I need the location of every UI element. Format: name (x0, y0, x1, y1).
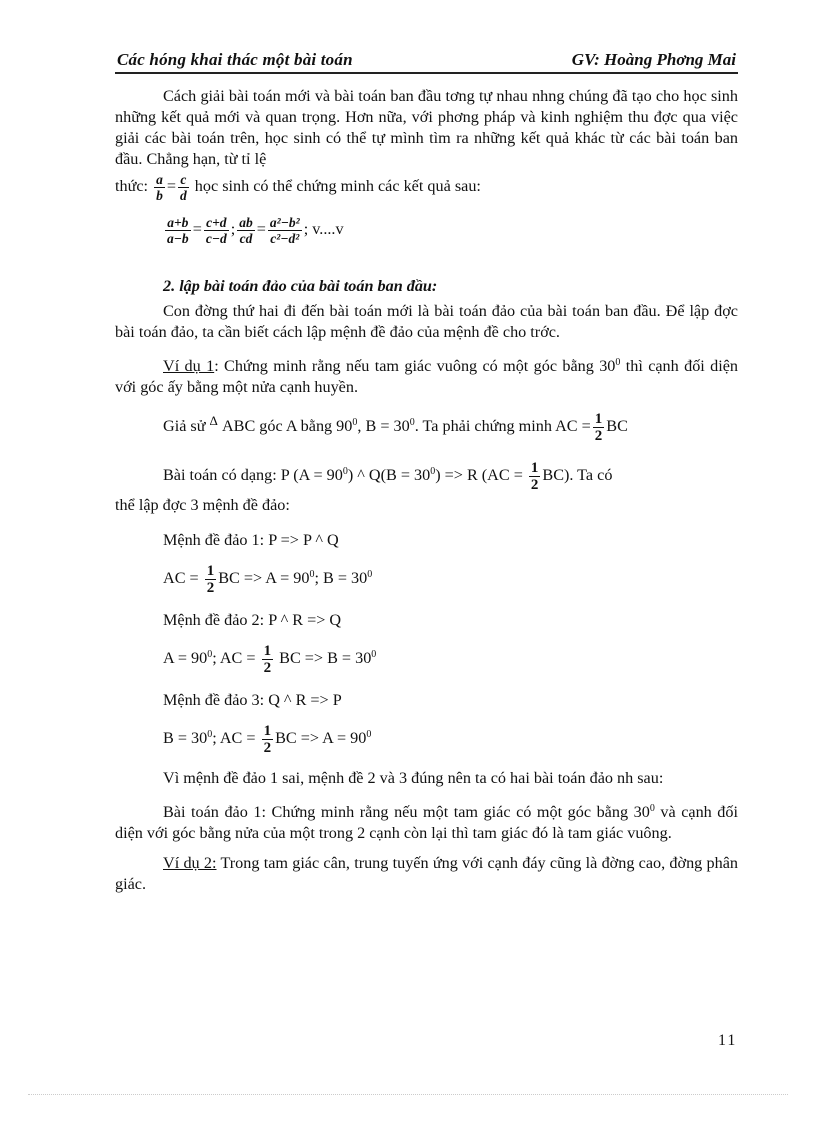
problem-form: Bài toán có dạng: P $(A = 90^0)$ ^ $Q(B = 30^0) => R$ (AC = $\frac{1}{2}$ BC). Ta có (163, 459, 613, 493)
converse-2-statement: $A = 90^0$; AC = $\frac{1}{2}$ BC => $B = 30^0$ (163, 642, 377, 676)
converse-1-title: Mệnh đề đảo 1: P => P ^ Q (163, 530, 339, 549)
inverse-problem-1: Bài toán đảo 1: Chứng minh rằng nếu một tam giác có một góc bằng $30^0$ và cạnh đối diện với góc bằng nửa của một trong 2 cạnh còn lại thì tam giác đó là tam giác vuông. (115, 802, 738, 842)
page-number: 11 (718, 1032, 738, 1049)
converse-3-title: Mệnh đề đảo 3: Q ^ R => P (163, 690, 342, 709)
paragraph-conclusion: Vì mệnh đề đảo 1 sai, mệnh đề 2 và 3 đúng nên ta có hai bài toán đảo nh sau: (163, 768, 664, 787)
fraction-3: $\frac{ab}{cd}$ (239, 215, 253, 246)
fraction-half: $\frac{1}{2}$ (263, 642, 272, 676)
paragraph-proportion (115, 172, 738, 203)
example-1: Ví dụ 1: Chứng minh rằng nếu tam giác vuông có một góc bằng $30^0$ thì cạnh đối diện với góc ấy bằng một nửa cạnh huyền. (115, 357, 739, 396)
section-2-title: 2. lập bài toán đảo của bài toán ban đầu: (163, 277, 438, 295)
header-title: Các hóng khai thác một bài toán (117, 50, 353, 69)
fraction-c-over-d: $\frac{c}{d}$ (179, 172, 187, 203)
fraction-1: $\frac{a+b}{a-b}$ (167, 215, 189, 246)
footer-divider (28, 1094, 788, 1095)
fraction-4: $\frac{\text{a²−b²}}{\text{c²−d²}}$ (269, 215, 300, 246)
text-trail: học sinh có thể chứng minh các kết quả sau: (194, 177, 481, 196)
header-author: GV: Hoàng Phơng Mai (571, 50, 736, 69)
triangle-symbol: Δ (209, 413, 218, 428)
example-2-label: Ví dụ 2: (163, 853, 217, 872)
problem-form-line2: thể lập đợc 3 mệnh đề đảo: (115, 495, 290, 514)
fraction-a-over-b: $\frac{a}{b}$ (156, 172, 163, 203)
example-2: Ví dụ 2: Trong tam giác cân, trung tuyến ứng với cạnh đáy cũng là đờng cao, đờng phân giác. (115, 853, 738, 893)
converse-2-title: Mệnh đề đảo 2: P ^ R => Q (163, 610, 342, 629)
paragraph-intro: Cách giải bài toán mới và bài toán ban đầu tơng tự nhau nhng chúng đã tạo cho học sinh những kết quả mới và quan trọng. Hơn nữa, với phơng pháp và kinh nghiệm thu đợc qua việc giải các bài toán trên, học sinh có thể tự mình tìm ra những kết quả khác từ các bài toán ban đầu. Chẳng hạn, từ tỉ lệ (115, 87, 738, 168)
equals-sign: = (166, 177, 176, 196)
paragraph-converse: Con đờng thứ hai đi đến bài toán mới là bài toán đảo của bài toán ban đầu. Để lập đợc bài toán đảo, ta cần biết cách lập mệnh đề đảo của mệnh đề cho trớc. (115, 302, 738, 341)
assumption: Giả sử $^\Delta$ ABC góc A bằng $90^0$, $B = 30^0$. Ta phải chứng minh AC = $\frac{1}{2}$ BC (163, 410, 628, 444)
fraction-half: $\frac{1}{2}$ (594, 410, 603, 444)
formula-results: $\frac{a+b}{a-b}$ = $\frac{c+d}{c-d}$ ; $\frac{ab}{cd}$ = $\frac{\text{a²−b²}}{\text{c²−d²}}$ ; v....v (167, 215, 344, 246)
example-1-label: Ví dụ 1 (163, 357, 215, 375)
formula-etc: v....v (312, 220, 344, 239)
document-body (115, 86, 738, 895)
page-header (115, 50, 738, 74)
fraction-half: $\frac{1}{2}$ (263, 722, 272, 756)
fraction-2: $\frac{c+d}{c-d}$ (205, 215, 227, 246)
converse-3-statement: $B = 30^0$; AC = $\frac{1}{2}$ BC => $A = 90^0$ (163, 722, 372, 756)
fraction-half: $\frac{1}{2}$ (206, 562, 215, 596)
converse-1-statement: AC = $\frac{1}{2}$ BC => $A = 90^0$; $B = 30^0$ (163, 562, 373, 596)
text-lead: thức: (115, 177, 149, 196)
fraction-half: $\frac{1}{2}$ (530, 459, 539, 493)
